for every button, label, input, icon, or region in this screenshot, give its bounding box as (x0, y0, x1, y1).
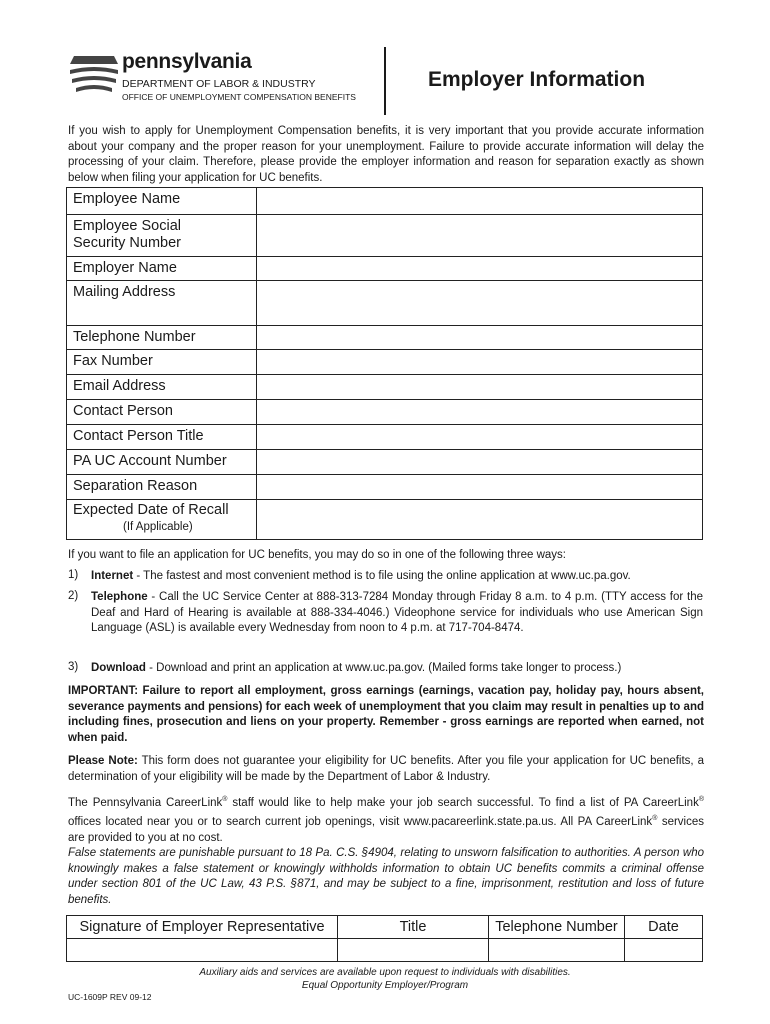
please-note-text: This form does not guarantee your eligibility for UC benefits. After you file your application for UC benefits, a determination of your eligibility will be made by the Department of Labor & Industry. (68, 755, 704, 783)
recall-date-note: (If Applicable) (123, 521, 193, 533)
table-row (67, 257, 703, 281)
table-row (67, 916, 703, 939)
telephone-field[interactable] (257, 326, 703, 350)
careerlink-text-2: staff would like to help make your job search successful. To find a list of PA CareerLink (227, 796, 699, 809)
way-internet (91, 569, 703, 585)
table-row (67, 450, 703, 475)
signature-field[interactable] (67, 939, 338, 962)
signature-table (66, 915, 703, 962)
careerlink-text-3: offices located near you or to search current job openings, visit www.pacareerlink.state.pa.us. All PA CareerLink (68, 816, 653, 829)
table-row (67, 400, 703, 425)
careerlink-text-4: services are provided to you at no cost. (68, 816, 704, 844)
footer-accessibility: Auxiliary aids and services are available upon request to individuals with disabilities. (199, 967, 571, 978)
recall-date-field[interactable] (257, 500, 703, 540)
form-number: UC-1609P REV 09-12 (68, 992, 152, 1002)
way-download-text: - Download and print an application at www.uc.pa.gov. (Mailed forms take longer to process.) (145, 662, 622, 674)
way-number-1: 1) (68, 569, 79, 581)
way-number-2: 2) (68, 590, 79, 602)
separation-reason-label: Separation Reason (67, 475, 257, 500)
account-number-label: PA UC Account Number (67, 450, 257, 475)
mailing-address-field[interactable] (257, 281, 703, 326)
way-internet-text: - The fastest and most convenient method is to file using the online application at www.uc.pa.gov. (133, 570, 631, 582)
table-row (67, 188, 703, 215)
department-name: DEPARTMENT OF LABOR & INDUSTRY (122, 78, 316, 90)
registered-mark: ® (698, 796, 704, 803)
way-telephone-text: - Call the UC Service Center at 888-313-7284 Monday through Friday 8 a.m. to 4 p.m. (TTY access for the Deaf and Hard of Hearing is available at 888-334-4046.) Videophone service for individuals who use American Sign Language (ASL) is available every Wednesday from noon to 4 p.m. at 717-704-8474. (91, 591, 703, 634)
contact-person-field[interactable] (257, 400, 703, 425)
careerlink-paragraph (68, 792, 704, 846)
date-field[interactable] (625, 939, 703, 962)
contact-person-label: Contact Person (67, 400, 257, 425)
employer-name-field[interactable] (257, 257, 703, 281)
email-field[interactable] (257, 375, 703, 400)
ways-intro: If you want to file an application for UC benefits, you may do so in one of the following three ways: (68, 549, 566, 561)
mailing-address-label: Mailing Address (67, 281, 257, 326)
recall-date-label (67, 500, 257, 540)
title-header: Title (338, 916, 489, 939)
ssn-label-line2: Security Number (73, 235, 181, 251)
keystone-logo-icon (68, 54, 120, 96)
please-note (68, 754, 704, 785)
logo-wordmark: pennsylvania (122, 50, 252, 73)
table-row (67, 375, 703, 400)
table-row (67, 425, 703, 450)
separation-reason-field[interactable] (257, 475, 703, 500)
way-telephone (91, 590, 703, 637)
employee-name-label: Employee Name (67, 188, 257, 215)
contact-title-field[interactable] (257, 425, 703, 450)
table-row (67, 939, 703, 962)
pennsylvania-logo (68, 52, 368, 108)
header-divider (384, 47, 386, 115)
title-field[interactable] (338, 939, 489, 962)
registered-mark: ® (222, 796, 228, 803)
recall-date-label-text: Expected Date of Recall (73, 502, 229, 518)
fax-label: Fax Number (67, 350, 257, 375)
table-row (67, 281, 703, 326)
telephone-label: Telephone Number (67, 326, 257, 350)
footer-equal-opportunity: Equal Opportunity Employer/Program (301, 980, 469, 991)
please-note-label: Please Note: (68, 755, 138, 767)
employer-name-label: Employer Name (67, 257, 257, 281)
way-download (91, 661, 703, 677)
registered-mark: ® (652, 815, 658, 823)
table-row (67, 500, 703, 540)
ssn-field[interactable] (257, 215, 703, 257)
careerlink-text-1: The Pennsylvania CareerLink (68, 796, 223, 809)
telephone-number-field[interactable] (489, 939, 625, 962)
table-row (67, 475, 703, 500)
signature-header: Signature of Employer Representative (67, 916, 338, 939)
telephone-header: Telephone Number (489, 916, 625, 939)
ssn-label (67, 215, 257, 257)
contact-title-label: Contact Person Title (67, 425, 257, 450)
table-row (67, 326, 703, 350)
way-internet-label: Internet (91, 570, 134, 582)
account-number-field[interactable] (257, 450, 703, 475)
table-row (67, 215, 703, 257)
false-statements-warning: False statements are punishable pursuant to 18 Pa. C.S. §4904, relating to unsworn falsification to authorities. A person who knowingly makes a false statement or knowingly withholds information to obtain UC benefits commits a criminal offense under section 801 of the UC Law, 43 P.S. §871, and may be subject to a fine, imprisonment, restitution and loss of future benefits. (68, 847, 704, 906)
email-label: Email Address (67, 375, 257, 400)
way-download-label: Download (91, 662, 146, 674)
intro-paragraph: If you wish to apply for Unemployment Compensation benefits, it is very important that you provide accurate information about your company and the proper reason for your unemployment. Failure to provide accurate information will delay the processing of your claim. Therefore, please provide the employer information and reason for separation exactly as shown below when filing your application for UC benefits. (68, 125, 704, 184)
important-notice: IMPORTANT: Failure to report all employment, gross earnings (earnings, vacation pay, holiday pay, hours absent, severance payments and pensions) for each week of unemployment that you claim may result in penalties up to and including fines, prosecution and liens on your property. Remember - gross earnings are reported when earned, not when paid. (68, 685, 704, 744)
fax-field[interactable] (257, 350, 703, 375)
page-title: Employer Information (428, 68, 646, 91)
ssn-label-line1: Employee Social (73, 218, 181, 234)
way-telephone-label: Telephone (91, 591, 148, 603)
date-header: Date (625, 916, 703, 939)
employer-info-table (66, 187, 703, 540)
way-number-3: 3) (68, 661, 79, 673)
table-row (67, 350, 703, 375)
office-name: OFFICE OF UNEMPLOYMENT COMPENSATION BENEFITS (122, 92, 356, 102)
employee-name-field[interactable] (257, 188, 703, 215)
